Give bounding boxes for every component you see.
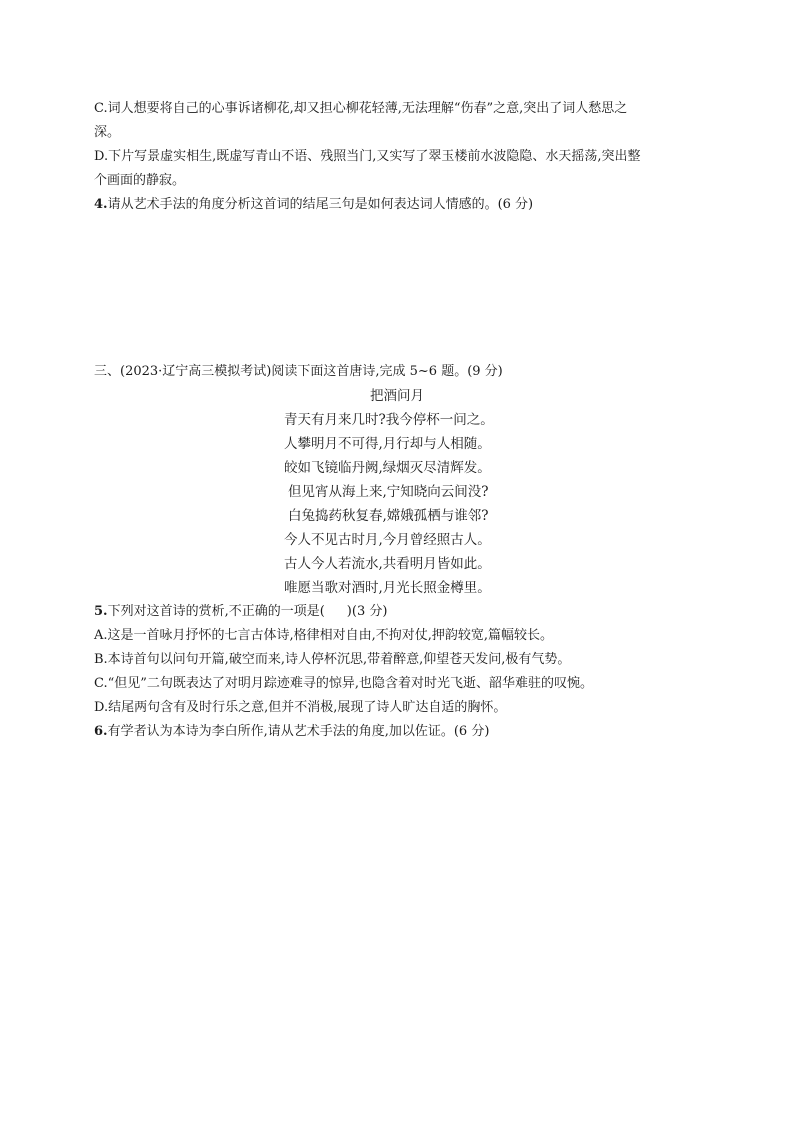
q5-option-d: D.结尾两句含有及时行乐之意,但并不消极,展现了诗人旷达自适的胸怀。 (94, 700, 507, 715)
poem-title: 把酒问月 (370, 388, 424, 404)
question-5-number: 5. (94, 604, 108, 619)
question-6 (94, 723, 489, 741)
answer-space-q4 (94, 220, 694, 360)
poem-line-3: 皎如飞镜临丹阙,绿烟灭尽清辉发。 (284, 460, 491, 476)
question-5-text-before: 下列对这首诗的赏析,不正确的一项是( (107, 604, 325, 619)
question-5 (94, 603, 387, 621)
question-4 (94, 196, 533, 214)
question-6-text: 有学者认为本诗为李白所作,请从艺术手法的角度,加以佐证。(6 分) (107, 724, 490, 739)
question-6-number: 6. (94, 724, 108, 739)
question-5-text-after: )(3 分) (346, 604, 388, 619)
poem-line-6: 今人不见古时月,今月曾经照古人。 (284, 532, 491, 548)
q5-option-c: C.“但见”二句既表达了对明月踪迹难寻的惊异,也隐含着对时光飞逝、韶华难驻的叹惋。 (94, 676, 594, 691)
q5-option-b: B.本诗首句以问句开篇,破空而来,诗人停杯沉思,带着醉意,仰望苍天发问,极有气势。 (94, 652, 571, 667)
option-d-line2: 个画面的静寂。 (94, 173, 186, 188)
option-d-line1: D.下片写景虚实相生,既虚写青山不语、残照当门,又实写了翠玉楼前水波隐隐、水天摇荡,突出整 (94, 149, 641, 164)
question-4-text: 请从艺术手法的角度分析这首词的结尾三句是如何表达词人情感的。(6 分) (107, 197, 534, 212)
answer-space-q6 (94, 750, 694, 1050)
poem-line-4: 但见宵从海上来,宁知晓向云间没? (288, 484, 489, 500)
section-3-heading: 三、(2023·辽宁高三模拟考试)阅读下面这首唐诗,完成 5~6 题。(9 分) (94, 364, 503, 379)
poem-line-2: 人攀明月不可得,月行却与人相随。 (284, 436, 491, 452)
option-c-line1: C.词人想要将自己的心事诉诸柳花,却又担心柳花轻薄,无法理解“伤春”之意,突出了词人愁思之 (94, 101, 628, 116)
option-c-line2: 深。 (94, 125, 121, 140)
poem-line-5: 白兔捣药秋复春,嫦娥孤栖与谁邻? (288, 508, 489, 524)
question-4-number: 4. (94, 197, 108, 212)
q5-option-a: A.这是一首咏月抒怀的七言古体诗,格律相对自由,不拘对仗,押韵较宽,篇幅较长。 (94, 628, 554, 643)
poem-line-7: 古人今人若流水,共看明月皆如此。 (284, 556, 491, 572)
poem-line-1: 青天有月来几时?我今停杯一问之。 (284, 412, 494, 428)
poem-line-8: 唯愿当歌对酒时,月光长照金樽里。 (284, 580, 491, 596)
